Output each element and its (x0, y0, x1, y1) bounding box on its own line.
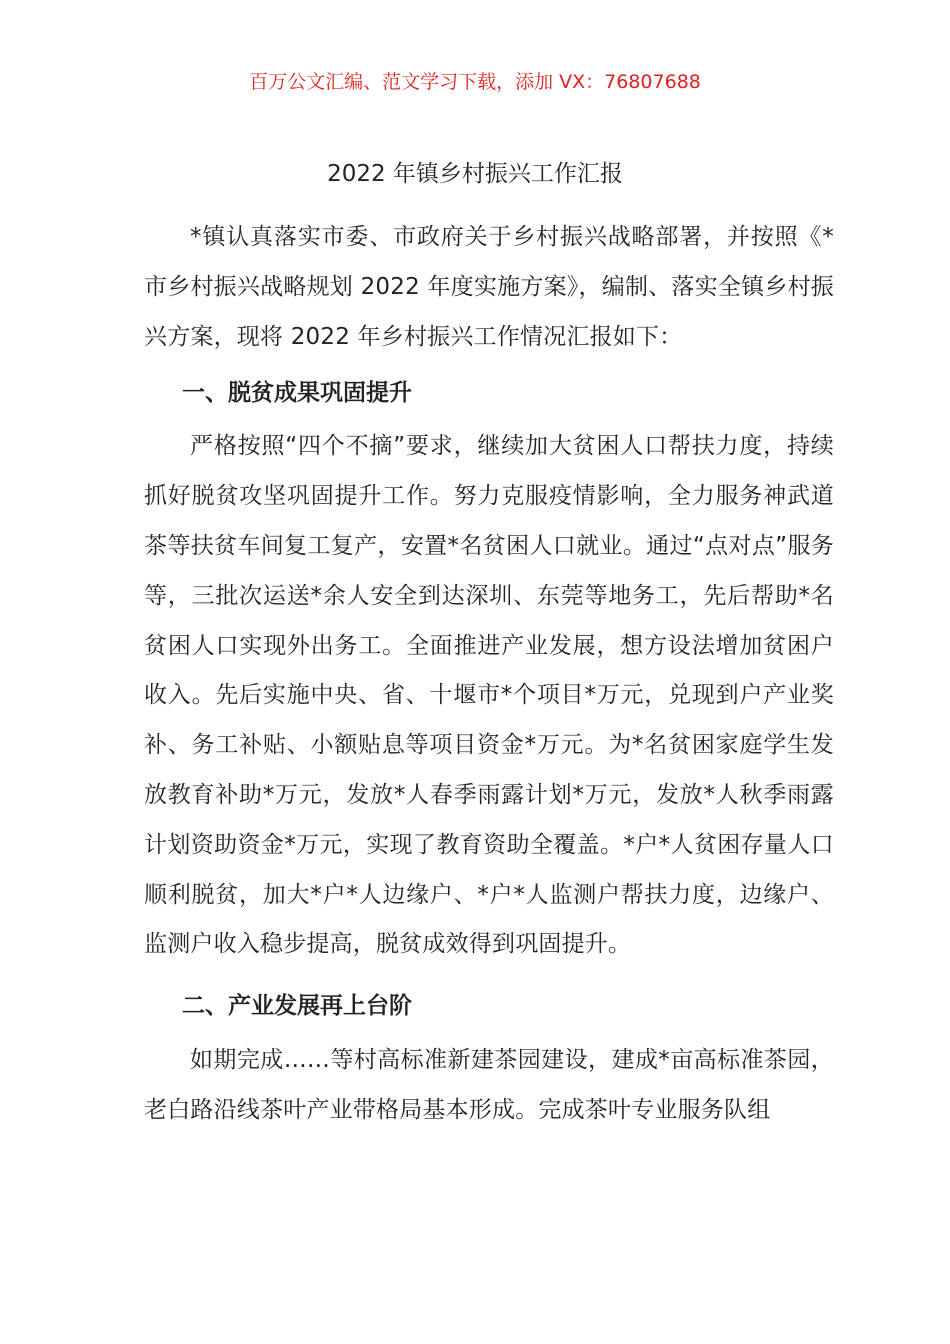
section-2-heading: 二、产业发展再上台阶 (182, 993, 412, 1020)
section-2-paragraph: 如期完成……等村高标准新建茶园建设，建成*亩高标准茶园，老白路沿线茶叶产业带格局基本形成。完成茶叶专业服务队组 (144, 1047, 834, 1123)
section-1-paragraph: 严格按照“四个不摘”要求，继续加大贫困人口帮扶力度，持续抓好脱贫攻坚巩固提升工作。努力克服疫情影响，全力服务神武道茶等扶贫车间复工复产，安置*名贫困人口就业。通过“点对点”服务等，三批次运送*余人安全到达深圳、东莞等地务工，先后帮助*名贫困人口实现外出务工。全面推进产业发展，想方设法增加贫困户收入。先后实施中央、省、十堰市*个项目*万元，兑现到户产业奖补、务工补贴、小额贴息等项目资金*万元。为*名贫困家庭学生发放教育补助*万元，发放*人春季雨露计划*万元，发放*人秋季雨露计划资助资金*万元，实现了教育资助全覆盖。*户*人贫困存量人口顺利脱贫，加大*户*人边缘户、*户*人监测户帮扶力度，边缘户、监测户收入稳步提高，脱贫成效得到巩固提升。 (144, 433, 834, 958)
watermark-header: 百万公文汇编、范文学习下载，添加 VX：76807688 (249, 71, 701, 93)
document-body (144, 213, 834, 1136)
section-1-heading: 一、脱贫成果巩固提升 (182, 380, 412, 407)
intro-paragraph: *镇认真落实市委、市政府关于乡村振兴战略部署，并按照《*市乡村振兴战略规划 2022 年度实施方案》，编制、落实全镇乡村振兴方案，现将 2022 年乡村振兴工作情况汇报如下： (144, 224, 834, 350)
document-title: 2022 年镇乡村振兴工作汇报 (327, 161, 623, 187)
